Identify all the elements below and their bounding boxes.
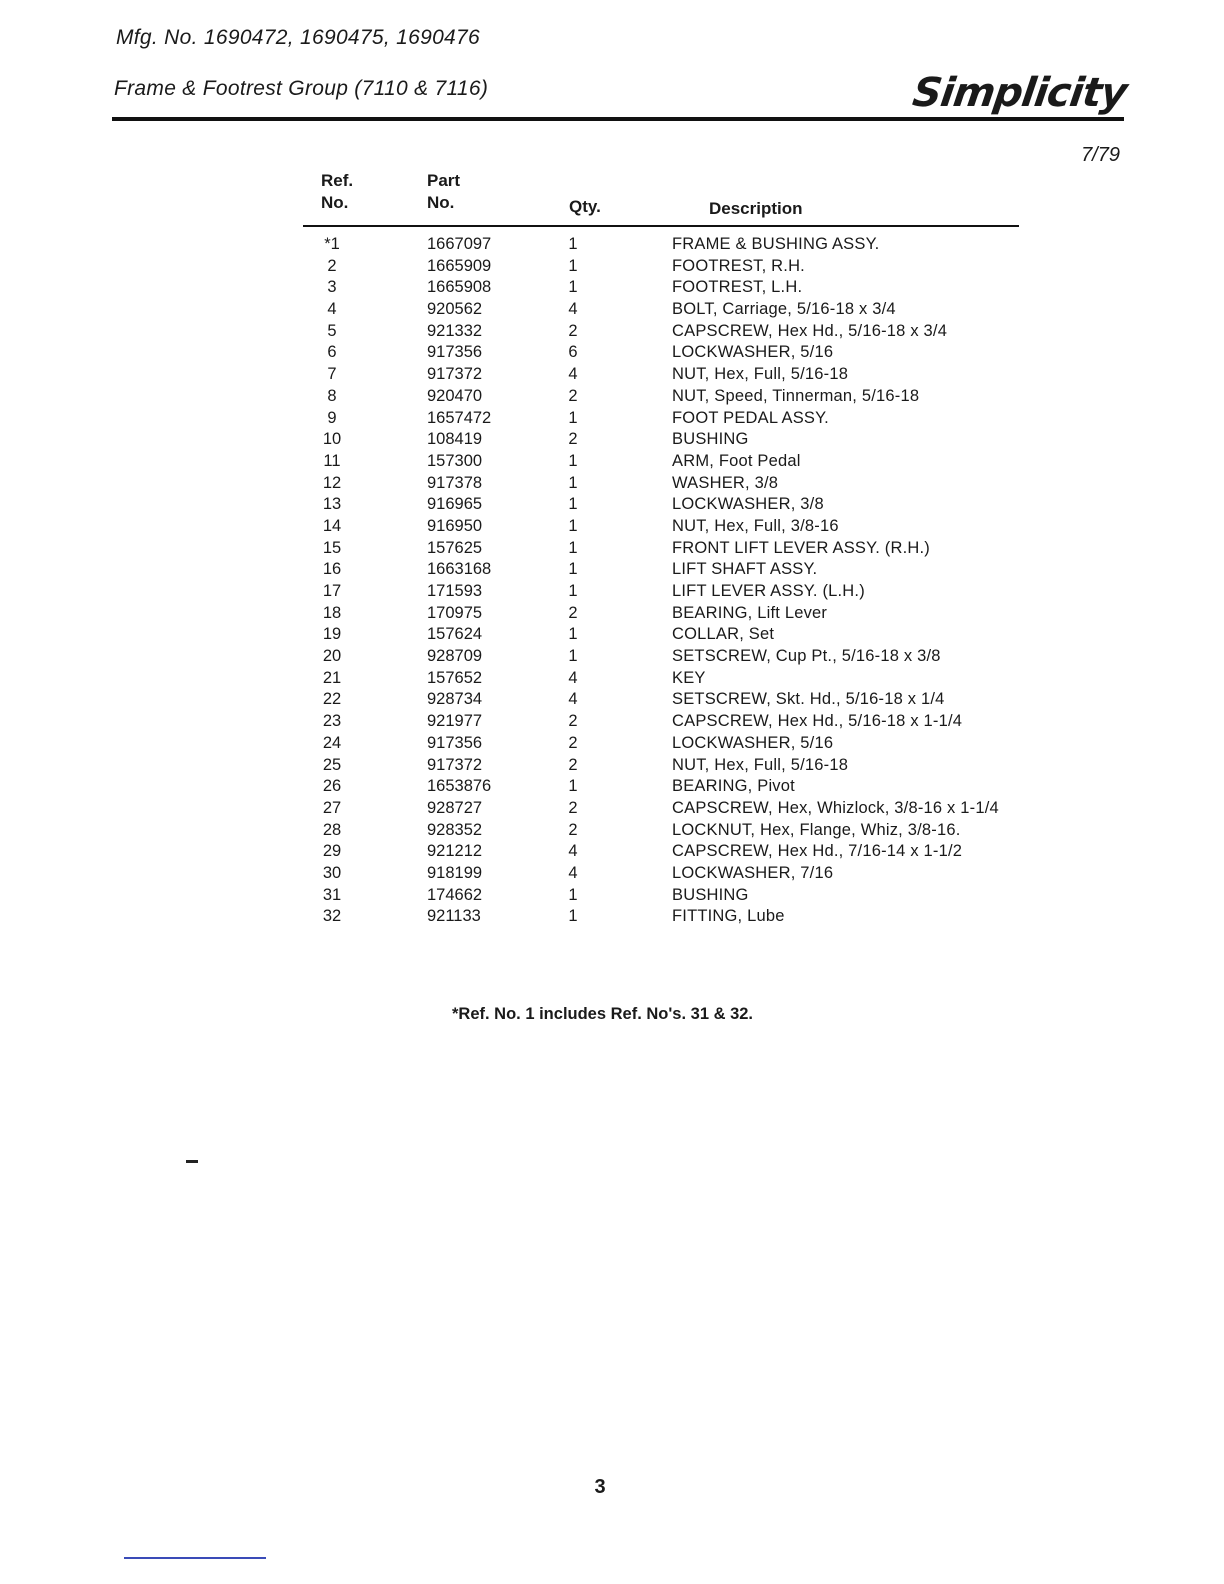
table-row (303, 364, 1043, 386)
table-row (303, 429, 1043, 451)
ref-number: 3 (327, 278, 337, 297)
table-row (303, 473, 1043, 495)
ref-number: 31 (322, 885, 342, 904)
quantity: 1 (568, 647, 578, 666)
quantity: 2 (568, 430, 578, 449)
part-number: 921133 (427, 907, 481, 926)
quantity: 4 (568, 690, 578, 709)
description: FITTING, Lube (672, 907, 785, 926)
revision-date: 7/79 (1081, 144, 1120, 166)
ref-number: 7 (327, 365, 337, 384)
table-row (303, 277, 1043, 299)
table-row (303, 538, 1043, 560)
ref-number: 27 (322, 798, 342, 817)
table-row (303, 386, 1043, 408)
quantity: 2 (568, 798, 578, 817)
table-row (303, 234, 1043, 256)
part-number: 920562 (427, 300, 483, 319)
ref-number: 18 (322, 603, 342, 622)
table-header-divider (303, 225, 1019, 227)
table-row (303, 451, 1043, 473)
part-number: 108419 (427, 430, 483, 449)
quantity: 2 (568, 603, 578, 622)
part-number: 1665909 (427, 256, 492, 275)
table-row (303, 581, 1043, 603)
description: CAPSCREW, Hex Hd., 5/16-18 x 1-1/4 (672, 712, 963, 731)
part-number: 928709 (427, 647, 483, 666)
part-number: 171593 (427, 582, 483, 600)
ref-number: 16 (322, 560, 342, 579)
column-header-qty: Qty. (569, 197, 601, 216)
table-row (303, 408, 1043, 430)
group-title: Frame & Footrest Group (7110 & 7116) (114, 77, 489, 100)
table-row (303, 342, 1043, 364)
table-row (303, 516, 1043, 538)
quantity: 6 (568, 343, 578, 362)
table-row (303, 711, 1043, 733)
ref-number: 2 (327, 256, 337, 275)
parts-rows (303, 234, 1043, 928)
quantity: 2 (568, 712, 578, 731)
column-header-description: Description (709, 199, 803, 218)
quantity: 1 (568, 451, 578, 470)
ref-number: 29 (322, 842, 342, 861)
ref-number: 4 (327, 300, 337, 319)
ref-number: 10 (322, 430, 342, 449)
ref-number: 6 (327, 343, 337, 362)
ref-number: 30 (322, 863, 342, 882)
table-row (303, 733, 1043, 755)
ref-number: 23 (322, 712, 342, 731)
description: NUT, Hex, Full, 3/8-16 (672, 516, 839, 535)
table-row (303, 755, 1043, 777)
description: LIFT LEVER ASSY. (L.H.) (672, 582, 865, 600)
ref-number: *1 (324, 235, 340, 253)
quantity: 1 (568, 473, 578, 492)
ref-number: 17 (322, 582, 342, 600)
table-row (303, 624, 1043, 646)
quantity: 4 (568, 365, 578, 384)
ref-number: 5 (327, 321, 337, 340)
description: SETSCREW, Cup Pt., 5/16-18 x 3/8 (672, 647, 941, 666)
quantity: 1 (568, 907, 578, 926)
quantity: 1 (568, 625, 578, 644)
table-row (303, 603, 1043, 625)
quantity: 2 (568, 386, 578, 405)
table-row (303, 559, 1043, 581)
scan-mark (186, 1160, 198, 1163)
mfg-numbers: Mfg. No. 1690472, 1690475, 1690476 (116, 26, 480, 49)
part-number: 1653876 (427, 777, 492, 796)
table-row (303, 256, 1043, 278)
description: FOOTREST, L.H. (672, 278, 803, 297)
part-number: 921212 (427, 842, 483, 861)
part-number: 917356 (427, 733, 483, 752)
quantity: 1 (568, 538, 578, 557)
ref-number: 15 (322, 538, 342, 557)
description: NUT, Hex, Full, 5/16-18 (672, 365, 849, 384)
table-row (303, 798, 1043, 820)
table-row (303, 494, 1043, 516)
table-row (303, 689, 1043, 711)
table-row (303, 863, 1043, 885)
quantity: 1 (568, 278, 578, 297)
quantity: 4 (568, 668, 578, 687)
part-number: 157300 (427, 451, 483, 470)
table-row (303, 776, 1043, 798)
quantity: 2 (568, 321, 578, 340)
column-header-ref: Ref. No. (321, 171, 354, 212)
part-number: 917372 (427, 365, 483, 384)
ref-number: 8 (327, 386, 337, 405)
part-number: 916965 (427, 495, 483, 514)
quantity: 1 (568, 495, 578, 514)
quantity: 1 (568, 235, 578, 253)
table-row (303, 820, 1043, 842)
part-number: 157625 (427, 538, 483, 557)
part-number: 174662 (427, 885, 483, 904)
ref-number: 11 (323, 451, 341, 470)
description: FOOT PEDAL ASSY. (672, 408, 829, 427)
part-number: 157652 (427, 668, 483, 687)
ref-number: 26 (322, 777, 342, 796)
description: LOCKWASHER, 5/16 (672, 733, 834, 752)
part-number: 921977 (427, 712, 483, 731)
description: FRAME & BUSHING ASSY. (672, 235, 880, 253)
quantity: 2 (568, 820, 578, 839)
description: SETSCREW, Skt. Hd., 5/16-18 x 1/4 (672, 690, 945, 709)
description: WASHER, 3/8 (672, 473, 779, 492)
table-row (303, 646, 1043, 668)
quantity: 1 (568, 516, 578, 535)
column-header-part: Part No. (427, 171, 461, 212)
simplicity-logo: Simplicity (909, 70, 1130, 116)
description: LOCKWASHER, 7/16 (672, 863, 834, 882)
ref-number: 32 (322, 907, 342, 926)
part-number: 917356 (427, 343, 483, 362)
bottom-rule (124, 1557, 266, 1559)
description: LOCKNUT, Hex, Flange, Whiz, 3/8-16. (672, 820, 961, 839)
description: FOOTREST, R.H. (672, 256, 805, 275)
part-number: 1657472 (427, 408, 492, 427)
ref-number: 25 (322, 755, 342, 774)
ref-number: 21 (322, 668, 342, 687)
part-number: 170975 (427, 603, 483, 622)
description: NUT, Hex, Full, 5/16-18 (672, 755, 849, 774)
ref-number: 12 (322, 473, 342, 492)
description: CAPSCREW, Hex Hd., 5/16-18 x 3/4 (672, 321, 948, 340)
ref-number: 22 (322, 690, 342, 709)
table-row (303, 885, 1043, 907)
description: CAPSCREW, Hex, Whizlock, 3/8-16 x 1-1/4 (672, 798, 999, 817)
description: BUSHING (672, 430, 749, 449)
ref-number: 14 (322, 516, 342, 535)
part-number: 917372 (427, 755, 483, 774)
table-row (303, 668, 1043, 690)
part-number: 918199 (427, 863, 483, 882)
table-row (303, 841, 1043, 863)
part-number: 1663168 (427, 560, 492, 579)
part-number: 928352 (427, 820, 483, 839)
quantity: 4 (568, 863, 578, 882)
part-number: 1665908 (427, 278, 492, 297)
description: CAPSCREW, Hex Hd., 7/16-14 x 1-1/2 (672, 842, 963, 861)
quantity: 1 (568, 885, 578, 904)
ref-number: 28 (322, 820, 342, 839)
part-number: 917378 (427, 473, 483, 492)
description: LOCKWASHER, 5/16 (672, 343, 834, 362)
ref-number: 20 (322, 647, 342, 666)
description: FRONT LIFT LEVER ASSY. (R.H.) (672, 538, 930, 557)
quantity: 1 (568, 777, 578, 796)
quantity: 1 (568, 256, 578, 275)
table-row (303, 321, 1043, 343)
quantity: 4 (568, 300, 578, 319)
description: NUT, Speed, Tinnerman, 5/16-18 (672, 386, 920, 405)
part-number: 157624 (427, 625, 483, 644)
part-number: 921332 (427, 321, 483, 340)
quantity: 1 (568, 408, 578, 427)
quantity: 1 (568, 582, 578, 600)
description: BEARING, Lift Lever (672, 603, 828, 622)
part-number: 916950 (427, 516, 483, 535)
description: COLLAR, Set (672, 625, 775, 644)
ref-number: 13 (322, 495, 342, 514)
quantity: 2 (568, 755, 578, 774)
part-number: 920470 (427, 386, 483, 405)
ref-number: 24 (322, 733, 342, 752)
description: LIFT SHAFT ASSY. (672, 560, 818, 579)
part-number: 928734 (427, 690, 483, 709)
description: ARM, Foot Pedal (672, 451, 801, 470)
part-number: 928727 (427, 798, 483, 817)
quantity: 4 (568, 842, 578, 861)
ref-number: 9 (327, 408, 337, 427)
description: LOCKWASHER, 3/8 (672, 495, 824, 514)
description: KEY (672, 668, 706, 687)
page-number: 3 (594, 1476, 606, 1498)
footnote: *Ref. No. 1 includes Ref. No's. 31 & 32. (452, 1005, 754, 1023)
description: BOLT, Carriage, 5/16-18 x 3/4 (672, 300, 896, 319)
description: BUSHING (672, 885, 749, 904)
header-divider (112, 117, 1124, 121)
table-row (303, 299, 1043, 321)
quantity: 2 (568, 733, 578, 752)
description: BEARING, Pivot (672, 777, 795, 796)
quantity: 1 (568, 560, 578, 579)
part-number: 1667097 (427, 235, 492, 253)
ref-number: 19 (322, 625, 342, 644)
table-row (303, 906, 1043, 928)
